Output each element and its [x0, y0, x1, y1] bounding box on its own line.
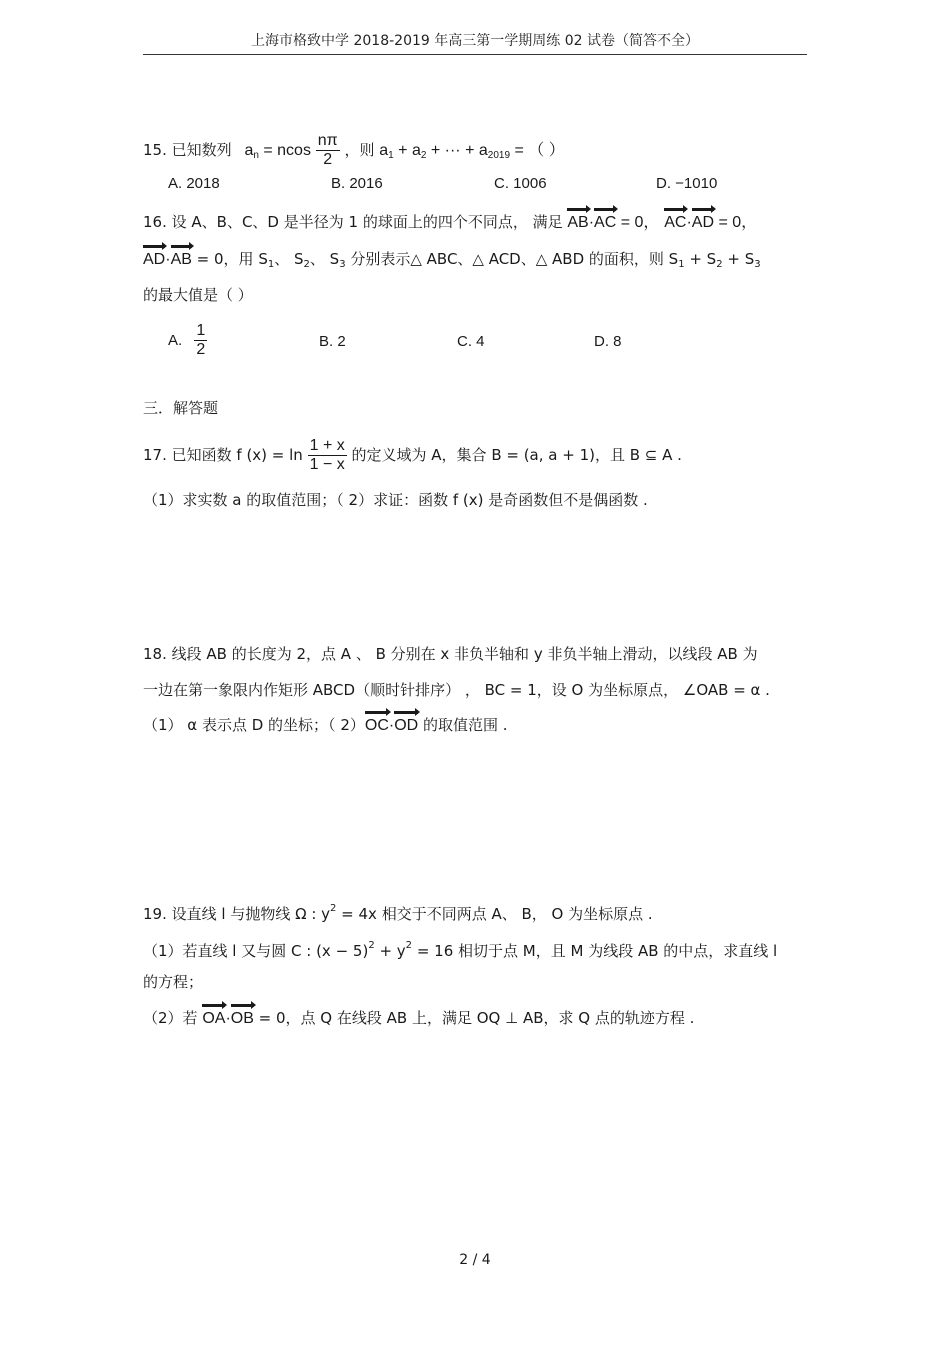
q15-an: $a_n = ncos$	[244, 142, 311, 161]
q15-option-d: D. −1010	[656, 175, 718, 192]
question-16-line-1: 16. 设 A、B、C、D 是半径为 1 的球面上的四个不同点， 满足 AB·AC = 0， AC·AD = 0，	[143, 213, 758, 231]
q16-option-b: B. 2	[319, 333, 346, 350]
page-header: 上海市格致中学 2018-2019 年高三第一学期周练 02 试卷（简答不全）	[251, 33, 699, 49]
q15-sum: $a_1 + a_2$ + ··· + $a_{2019}$ = （ ）	[379, 142, 565, 161]
question-19-line-4: （2）若 OA·OB = 0，点 Q 在线段 AB 上，满足 OQ ⊥ AB，求 Q 点的轨迹方程 .	[143, 1009, 695, 1027]
question-18-line-3: （1） α 表示点 D 的坐标；（ 2）OC·OD 的取值范围 .	[143, 716, 508, 734]
q15-mid: ，则	[344, 141, 375, 159]
vector-ad-2: AD	[143, 251, 166, 268]
question-19-line-2: （1）若直线 l 又与圆 C : $(x - 5)^2 + y^2 = 16$ 相切于点 M，且 M 为线段 AB 的中点，求直线 l	[143, 940, 778, 960]
vector-od: OD	[394, 717, 419, 734]
q15-number: 15.	[143, 141, 167, 159]
vector-oa: OA	[202, 1010, 226, 1027]
question-18-line-2: 一边在第一象限内作矩形 ABCD（顺时针排序） ， BC = 1，设 O 为坐标原点， ∠OAB = α .	[143, 681, 770, 699]
question-15	[143, 132, 565, 169]
question-16-line-3: 的最大值是（ ）	[143, 286, 253, 304]
vector-ob: OB	[230, 1010, 254, 1027]
q17-fraction: $\frac{1 + x}{1 - x}$	[309, 437, 345, 473]
section-title: 三．解答题	[143, 399, 219, 417]
q16-option-c: C. 4	[457, 333, 485, 350]
q16-option-d: D. 8	[594, 333, 622, 350]
vector-ac: AC	[594, 214, 617, 231]
header-rule	[143, 54, 807, 55]
q15-option-b: B. 2016	[331, 175, 383, 192]
vector-ab-2: AB	[170, 251, 192, 268]
question-19-line-1: 19. 设直线 l 与抛物线 Ω : $y^2 = 4x$ 相交于不同两点 A、 B， O 为坐标原点 .	[143, 903, 653, 923]
question-16-line-2: AD·AB = 0，用 $S_1$、 $S_2$、 $S_3$ 分别表示△ ABC、△ ACD、△ ABD 的面积，则 $S_1 + S_2 + S_3$	[143, 250, 761, 270]
vector-ac-2: AC	[664, 214, 687, 231]
vector-oc: OC	[364, 717, 389, 734]
question-19-line-3: 的方程；	[143, 973, 204, 991]
page-number: 2 / 4	[459, 1252, 491, 1268]
vector-ab: AB	[567, 214, 589, 231]
q16-option-a: A. $\frac{1}{2}$	[168, 322, 206, 358]
vector-ad: AD	[691, 214, 714, 231]
q15-lead: 已知数列	[171, 141, 232, 159]
q15-option-c: C. 1006	[494, 175, 547, 192]
q15-fraction: $\frac{n\pi}{2}$	[317, 132, 338, 168]
question-17-line-1: 17. 已知函数 f (x) = ln $\frac{1 + x}{1 - x}$ 的定义域为 A，集合 B = (a, a + 1)，且 B ⊆ A .	[143, 437, 682, 473]
question-17-line-2: （1）求实数 a 的取值范围；（ 2）求证：函数 f (x) 是奇函数但不是偶函数 .	[143, 491, 648, 509]
question-18-line-1: 18. 线段 AB 的长度为 2，点 A 、 B 分别在 x 非负半轴和 y 非负半轴上滑动，以线段 AB 为	[143, 645, 758, 663]
q15-option-a: A. 2018	[168, 175, 220, 192]
